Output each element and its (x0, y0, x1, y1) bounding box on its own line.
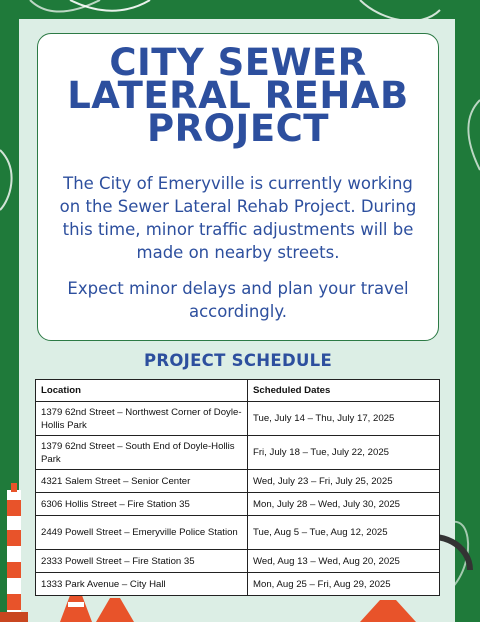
column-header-location: Location (36, 380, 248, 402)
dates-cell: Mon, Aug 25 – Fri, Aug 29, 2025 (248, 573, 440, 596)
dates-cell: Wed, Aug 13 – Wed, Aug 20, 2025 (248, 550, 440, 573)
dates-cell: Fri, July 18 – Tue, July 22, 2025 (248, 436, 440, 470)
title-line: LATERAL REHAB (67, 74, 409, 117)
dates-cell: Wed, July 23 – Fri, July 25, 2025 (248, 470, 440, 493)
table-row (36, 573, 440, 596)
dates-cell: Tue, July 14 – Thu, July 17, 2025 (248, 402, 440, 436)
location-cell: 1379 62nd Street – Northwest Corner of Doyle-Hollis Park (36, 402, 248, 436)
table-row (36, 516, 440, 550)
intro-text: The City of Emeryville is currently working on the Sewer Lateral Rehab Project. During this time, minor traffic adjustments will be made on nearby streets. (59, 174, 417, 262)
schedule-heading: PROJECT SCHEDULE (143, 351, 333, 370)
dates-cell: Mon, July 28 – Wed, July 30, 2025 (248, 493, 440, 516)
table-row (36, 436, 440, 470)
column-header-dates: Scheduled Dates (248, 380, 440, 402)
page-title (37, 41, 439, 150)
table-row (36, 493, 440, 516)
location-cell: 6306 Hollis Street – Fire Station 35 (36, 493, 248, 516)
location-cell: 4321 Salem Street – Senior Center (36, 470, 248, 493)
traffic-cone-icon (96, 598, 134, 622)
title-line: PROJECT (147, 107, 329, 150)
schedule-table (35, 379, 440, 596)
table-row (36, 550, 440, 573)
location-cell: 1379 62nd Street – South End of Doyle-Hollis Park (36, 436, 248, 470)
location-cell: 1333 Park Avenue – City Hall (36, 573, 248, 596)
table-header-row (36, 380, 440, 402)
location-cell: 2449 Powell Street – Emeryville Police Station (36, 516, 248, 550)
travel-note: Expect minor delays and plan your travel accordingly. (67, 279, 409, 321)
location-cell: 2333 Powell Street – Fire Station 35 (36, 550, 248, 573)
table-row (36, 402, 440, 436)
dates-cell: Tue, Aug 5 – Tue, Aug 12, 2025 (248, 516, 440, 550)
traffic-barrel-icon (0, 483, 28, 622)
title-line: CITY SEWER (109, 41, 367, 84)
table-row (36, 470, 440, 493)
